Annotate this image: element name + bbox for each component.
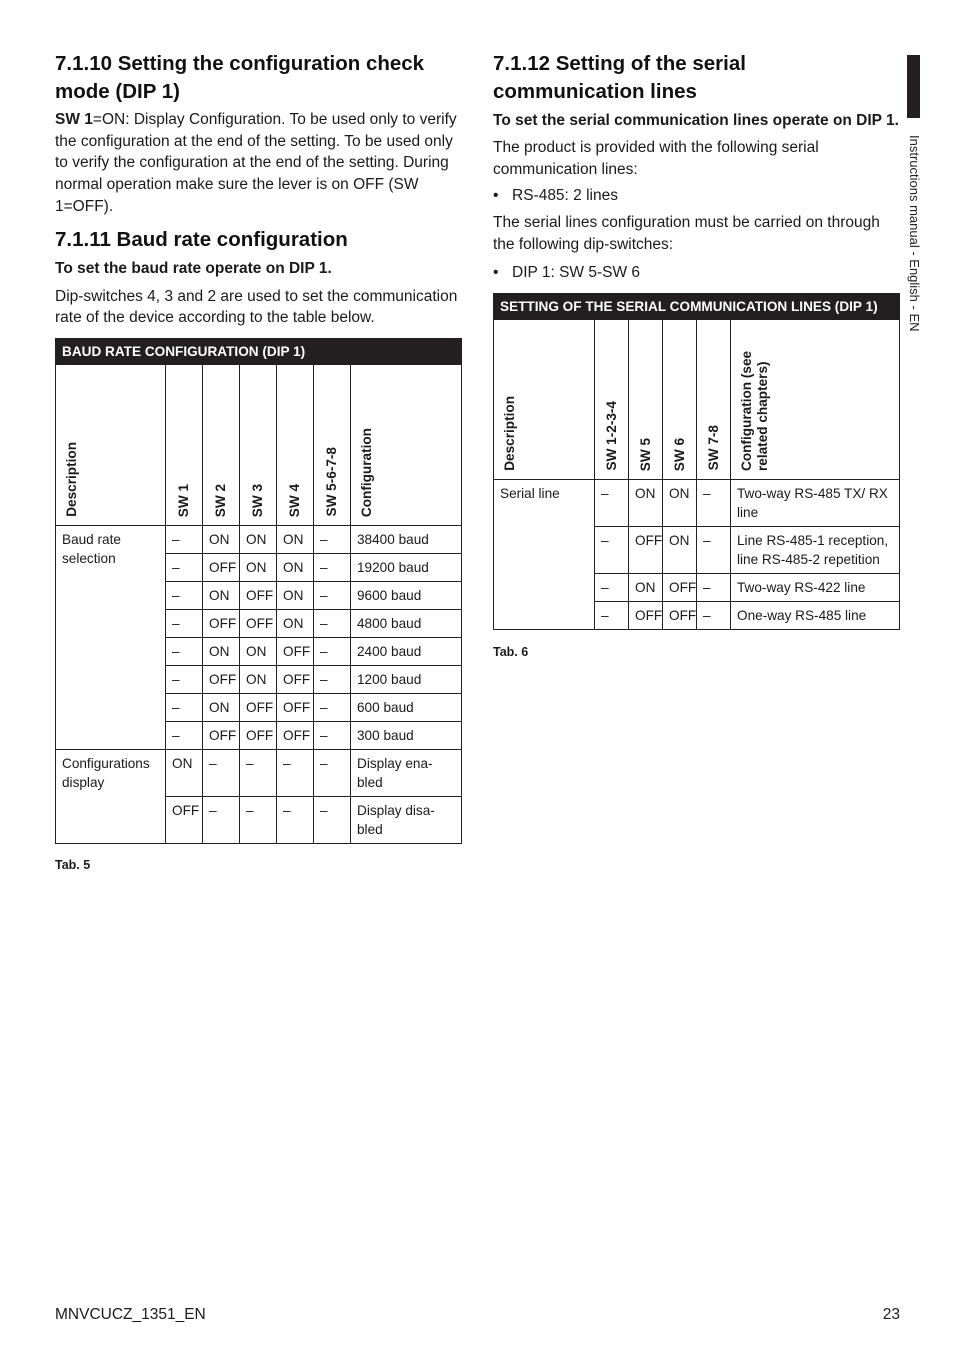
row-description: Baud rate selection: [56, 525, 166, 749]
table-cell-switch: OFF: [166, 796, 203, 843]
bullet-rs485: [493, 185, 900, 206]
table-cell-configuration: 4800 baud: [351, 609, 462, 637]
table-cell-switch: OFF: [277, 693, 314, 721]
table-cell-configuration: 600 baud: [351, 693, 462, 721]
table-cell-switch: –: [697, 526, 731, 573]
heading-7-1-11: 7.1.11 Baud rate configuration: [55, 227, 348, 251]
table-row: [56, 749, 462, 796]
table-cell-configuration: 38400 baud: [351, 525, 462, 553]
table-cell-switch: ON: [203, 525, 240, 553]
side-tab-label: Instructions manual - English - EN: [907, 135, 922, 332]
row-description: Configurations display: [56, 749, 166, 843]
table-cell-switch: –: [314, 609, 351, 637]
table5-header-configuration: Configuration: [359, 427, 374, 517]
table-cell-switch: ON: [629, 479, 663, 526]
table-cell-switch: –: [595, 526, 629, 573]
table-cell-switch: ON: [277, 553, 314, 581]
serial-instruction: To set the serial communication lines operate on DIP 1.: [493, 112, 899, 129]
heading-7-1-12: 7.1.12 Setting of the serial communication lines: [493, 52, 746, 103]
table-cell-switch: –: [240, 796, 277, 843]
table5-body: [56, 525, 462, 843]
table6-header-sw5: SW 5: [637, 437, 653, 471]
table-cell-switch: –: [203, 749, 240, 796]
table-cell-configuration: 19200 baud: [351, 553, 462, 581]
baud-description: Dip-switches 4, 3 and 2 are used to set the communication rate of the device according to the table below.: [55, 287, 458, 327]
table-cell-switch: ON: [663, 526, 697, 573]
table-cell-switch: –: [314, 721, 351, 749]
table-cell-configuration: One-way RS-485 line: [731, 601, 900, 629]
table-cell-switch: OFF: [663, 573, 697, 601]
table-cell-switch: –: [314, 796, 351, 843]
table-cell-switch: OFF: [203, 609, 240, 637]
table6-header-sw7-8: SW 7-8: [705, 425, 721, 471]
bullet-marker: •: [493, 263, 499, 281]
table-cell-switch: –: [166, 581, 203, 609]
table-cell-configuration: 300 baud: [351, 721, 462, 749]
table5-caption: BAUD RATE CONFIGURATION (DIP 1): [56, 338, 462, 364]
config-check-text: =ON: Display Configuration. To be used only to verify the configuration at the end of the setting. To be used only to verify the configuration at the end of the setting. During normal operation make sure the lever is on OFF (SW 1=OFF).: [55, 111, 457, 215]
bullet-marker: •: [493, 187, 499, 205]
table-cell-switch: OFF: [240, 609, 277, 637]
serial-intro: The product is provided with the following serial communication lines:: [493, 139, 819, 178]
table-cell-switch: ON: [203, 637, 240, 665]
table-cell-switch: –: [166, 721, 203, 749]
table-cell-switch: ON: [277, 609, 314, 637]
sw1-label: SW 1: [55, 111, 93, 128]
table-cell-switch: –: [314, 749, 351, 796]
table-cell-switch: –: [314, 693, 351, 721]
table-cell-switch: –: [277, 749, 314, 796]
baud-instruction: To set the baud rate operate on DIP 1.: [55, 259, 332, 277]
table6-caption: SETTING OF THE SERIAL COMMUNICATION LINES (DIP 1): [494, 293, 900, 319]
table-cell-switch: –: [314, 581, 351, 609]
table-cell-switch: ON: [203, 693, 240, 721]
table-cell-switch: –: [314, 637, 351, 665]
table-cell-configuration: 2400 baud: [351, 637, 462, 665]
table-cell-switch: ON: [240, 665, 277, 693]
table-cell-switch: OFF: [203, 553, 240, 581]
table-cell-configuration: Display disa-bled: [351, 796, 462, 843]
table-cell-switch: –: [595, 573, 629, 601]
table-cell-switch: ON: [240, 553, 277, 581]
table-cell-switch: –: [166, 665, 203, 693]
table-cell-switch: –: [314, 665, 351, 693]
table-cell-switch: ON: [203, 581, 240, 609]
table-cell-switch: –: [166, 609, 203, 637]
table-cell-switch: OFF: [277, 721, 314, 749]
table-cell-switch: –: [595, 601, 629, 629]
table-cell-configuration: Display ena-bled: [351, 749, 462, 796]
table-row: [56, 525, 462, 553]
table-cell-switch: –: [166, 553, 203, 581]
table-cell-switch: ON: [240, 637, 277, 665]
table-cell-switch: OFF: [277, 637, 314, 665]
table-row: [494, 479, 900, 526]
table-cell-switch: –: [203, 796, 240, 843]
right-column: [493, 50, 900, 659]
table-cell-switch: OFF: [240, 693, 277, 721]
table-cell-switch: –: [697, 479, 731, 526]
table6-body: [494, 479, 900, 629]
table-cell-configuration: Two-way RS-485 TX/ RX line: [731, 479, 900, 526]
table-cell-switch: –: [595, 479, 629, 526]
table5-header-description: Description: [64, 442, 79, 517]
table-cell-switch: –: [314, 525, 351, 553]
table-cell-configuration: Line RS-485-1 reception, line RS-485-2 repetition: [731, 526, 900, 573]
bullet-rs485-text: RS-485: 2 lines: [512, 187, 618, 205]
table-cell-switch: ON: [240, 525, 277, 553]
table5-header-sw1: SW 1: [176, 483, 191, 517]
table-cell-switch: OFF: [203, 665, 240, 693]
table-cell-switch: –: [314, 553, 351, 581]
table-cell-switch: –: [240, 749, 277, 796]
left-column: [55, 50, 462, 872]
table-cell-configuration: Two-way RS-422 line: [731, 573, 900, 601]
footer-doc-code: MNVCUCZ_1351_EN: [55, 1306, 206, 1323]
table6-header-sw6: SW 6: [671, 437, 687, 471]
table6-header-sw1-4: SW 1-2-3-4: [603, 401, 619, 471]
table5-label: Tab. 5: [55, 857, 91, 872]
table-cell-switch: –: [277, 796, 314, 843]
serial-lines-table: [493, 293, 900, 630]
table5-header-sw3: SW 3: [250, 483, 265, 517]
table-cell-switch: ON: [277, 581, 314, 609]
table5-header-sw2: SW 2: [213, 483, 228, 517]
table-cell-switch: –: [697, 601, 731, 629]
bullet-dip1: [493, 262, 900, 283]
table-cell-switch: –: [697, 573, 731, 601]
table-cell-switch: OFF: [629, 601, 663, 629]
table-cell-switch: –: [166, 693, 203, 721]
baud-rate-table: [55, 338, 462, 844]
table6-header-configuration: Configuration (see related chapters): [739, 350, 770, 471]
heading-7-1-10: 7.1.10 Setting the configuration check mode (DIP 1): [55, 52, 425, 103]
table5-header-sw4: SW 4: [287, 483, 302, 517]
serial-config-text: The serial lines configuration must be carried on through the following dip-switches:: [493, 214, 880, 254]
table6-header-row: [494, 319, 900, 479]
table-cell-switch: OFF: [629, 526, 663, 573]
table6-label: Tab. 6: [493, 644, 529, 659]
bullet-dip1-text: DIP 1: SW 5-SW 6: [512, 263, 641, 281]
table-cell-switch: OFF: [240, 581, 277, 609]
table-cell-configuration: 1200 baud: [351, 665, 462, 693]
paragraph-config-check: [55, 109, 462, 218]
side-tab-marker: [907, 55, 920, 118]
table-cell-switch: –: [166, 637, 203, 665]
table5-header-sw5-8: SW 5-6-7-8: [324, 447, 339, 517]
table-cell-switch: OFF: [663, 601, 697, 629]
row-description: Serial line: [494, 479, 595, 629]
table6-header-description: Description: [502, 396, 517, 471]
table-cell-switch: –: [166, 525, 203, 553]
footer-page-number: 23: [882, 1306, 900, 1323]
table5-header-row: [56, 364, 462, 525]
table-cell-configuration: 9600 baud: [351, 581, 462, 609]
table-cell-switch: ON: [277, 525, 314, 553]
table-cell-switch: ON: [166, 749, 203, 796]
table-cell-switch: ON: [629, 573, 663, 601]
table-cell-switch: OFF: [240, 721, 277, 749]
table-cell-switch: ON: [663, 479, 697, 526]
table-cell-switch: OFF: [203, 721, 240, 749]
table-cell-switch: OFF: [277, 665, 314, 693]
